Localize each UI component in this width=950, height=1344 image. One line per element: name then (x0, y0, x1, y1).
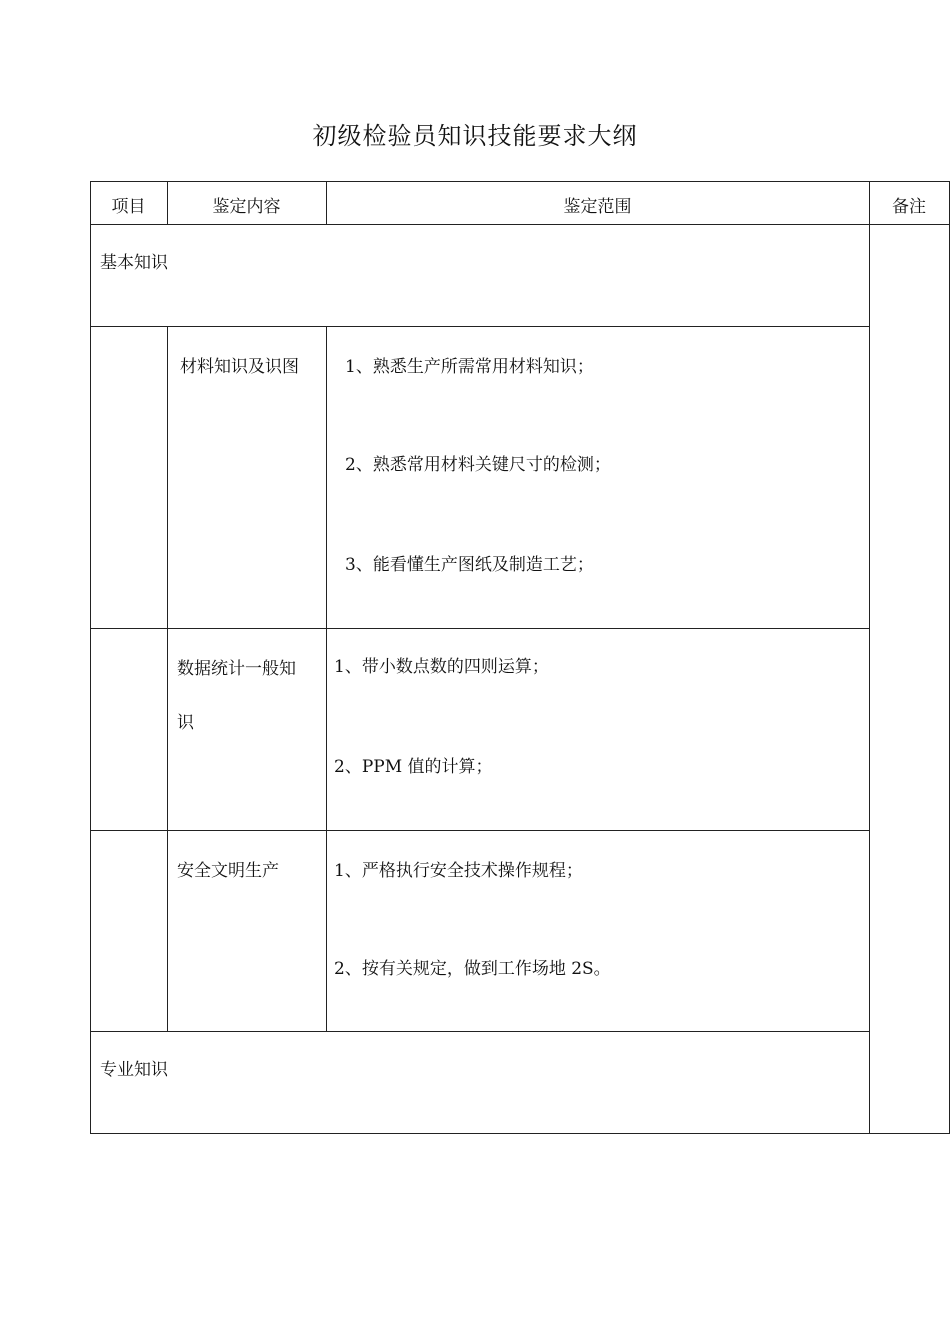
column-divider (326, 326, 327, 1032)
section-heading: 专业知识 (100, 1060, 168, 1080)
scope-item: 1、熟悉生产所需常用材料知识； (345, 357, 594, 377)
page-title: 初级检验员知识技能要求大纲 (312, 122, 638, 150)
header-remark: 备注 (892, 197, 926, 217)
table-top-border (90, 181, 950, 182)
scope-item: 1、带小数点数的四则运算； (334, 657, 549, 677)
header-bottom-border (90, 224, 950, 225)
header-content: 鉴定内容 (212, 197, 281, 217)
remark-column-divider (869, 181, 870, 1134)
row-divider (90, 628, 869, 629)
row-content: 安全文明生产 (177, 861, 279, 881)
header-item: 项目 (111, 197, 146, 217)
row-content: 材料知识及识图 (180, 357, 299, 377)
section-heading: 基本知识 (100, 253, 168, 273)
row-divider (90, 326, 869, 327)
row-divider (90, 1031, 869, 1032)
scope-item: 2、熟悉常用材料关键尺寸的检测； (345, 455, 611, 475)
scope-item: 2、PPM 值的计算； (334, 757, 493, 777)
row-content: 数据统计一般知 (177, 659, 296, 679)
scope-item: 1、严格执行安全技术操作规程； (334, 861, 583, 881)
row-divider (90, 830, 869, 831)
scope-item: 2、按有关规定，做到工作场地 2S。 (334, 959, 611, 979)
header-scope: 鉴定范围 (563, 197, 632, 217)
row-content: 识 (177, 713, 194, 733)
scope-item: 3、能看懂生产图纸及制造工艺； (345, 555, 594, 575)
table-left-border (90, 181, 91, 1134)
table-bottom-border (90, 1133, 950, 1134)
column-divider (167, 326, 168, 1032)
